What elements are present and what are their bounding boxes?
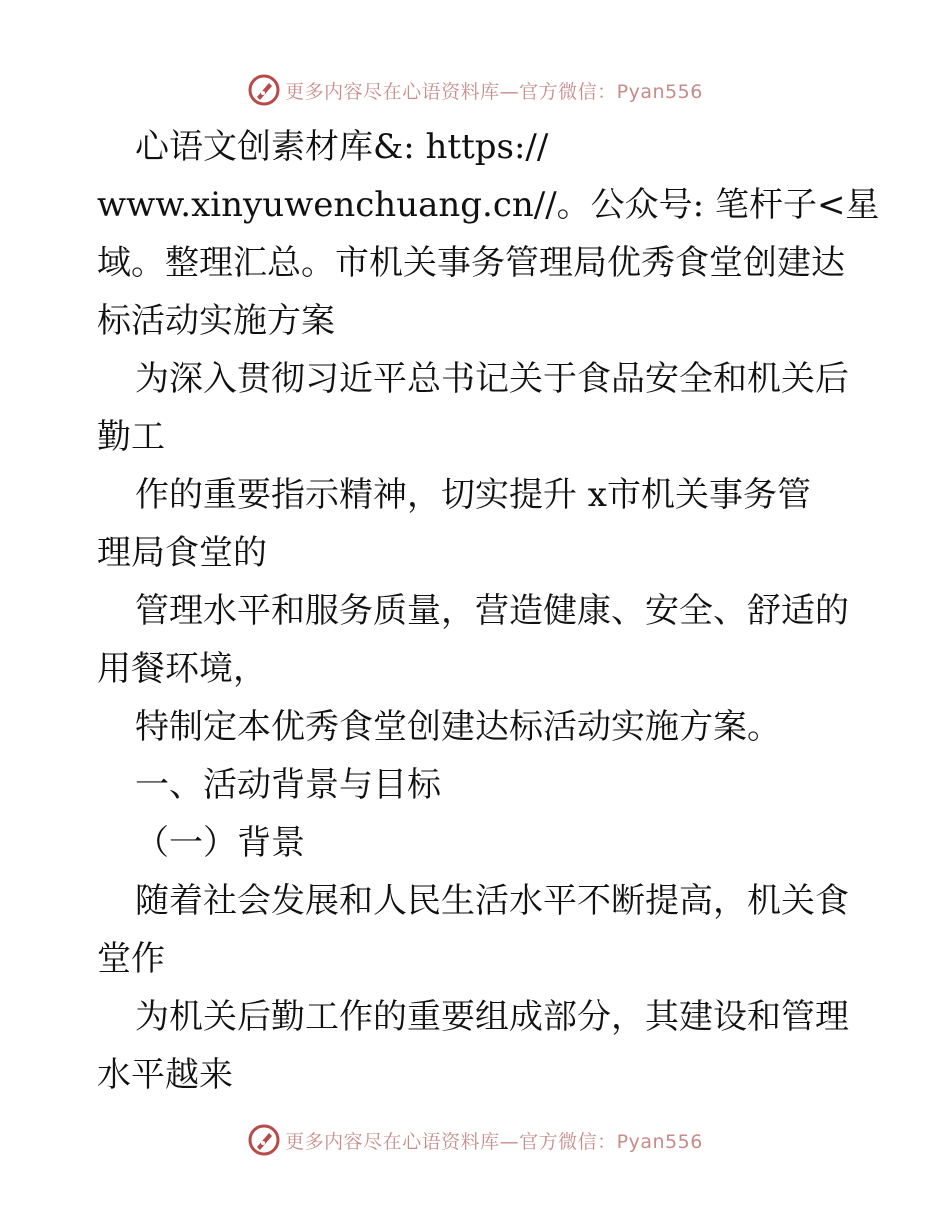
pen-nib-logo-icon	[247, 73, 281, 107]
body-line: 为机关后勤工作的重要组成部分，其建设和管理	[135, 997, 849, 1037]
watermark-text: 更多内容尽在心语资料库—官方微信：Pyan556	[285, 1130, 703, 1153]
section-heading: 一、活动背景与目标	[135, 765, 441, 805]
body-line: 标活动实施方案	[97, 301, 335, 341]
watermark-banner-top	[0, 70, 950, 110]
body-line: 勤工	[97, 417, 165, 457]
body-line: 随着社会发展和人民生活水平不断提高，机关食	[135, 881, 849, 921]
body-line: 心语文创素材库&: https://	[135, 127, 549, 167]
body-line: 特制定本优秀食堂创建达标活动实施方案。	[135, 707, 781, 747]
body-line: 为深入贯彻习近平总书记关于食品安全和机关后	[135, 359, 849, 399]
body-line: 作的重要指示精神，切实提升 x市机关事务管	[135, 475, 811, 515]
body-line: 管理水平和服务质量，营造健康、安全、舒适的	[135, 591, 849, 631]
body-line: 理局食堂的	[97, 533, 267, 573]
watermark-banner-bottom	[0, 1120, 950, 1160]
subsection-heading: （一）背景	[135, 823, 305, 863]
body-line: www.xinyuwenchuang.cn//。公众号: 笔杆子<星	[97, 185, 880, 225]
body-line: 水平越来	[97, 1055, 233, 1095]
body-line: 堂作	[97, 939, 165, 979]
body-line: 域。整理汇总。市机关事务管理局优秀食堂创建达	[97, 243, 845, 283]
document-body	[97, 118, 880, 1104]
watermark-text: 更多内容尽在心语资料库—官方微信：Pyan556	[285, 80, 703, 103]
pen-nib-logo-icon	[247, 1123, 281, 1157]
body-line: 用餐环境，	[97, 649, 267, 689]
